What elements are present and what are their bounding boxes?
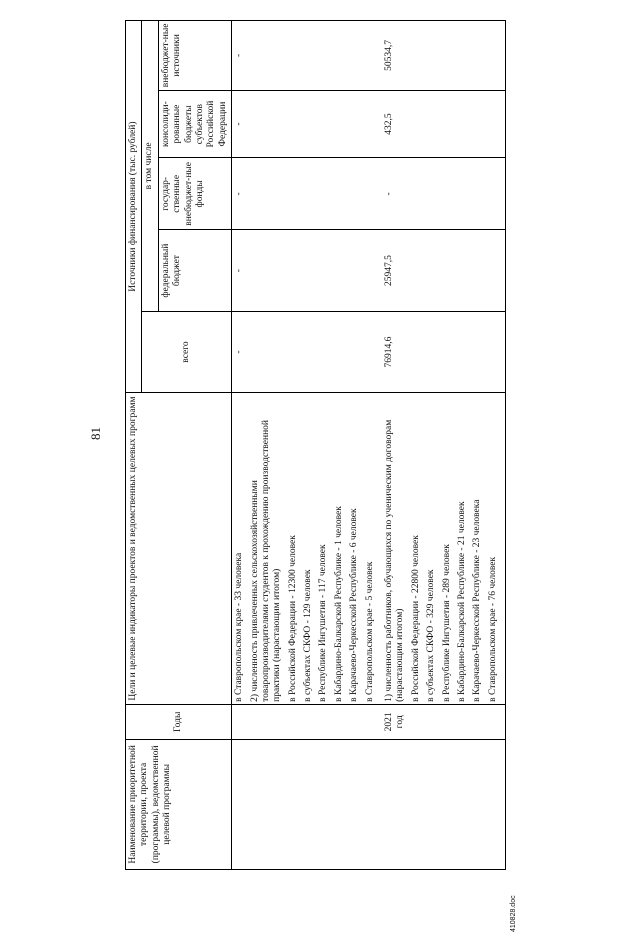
header-years: Годы xyxy=(126,704,232,739)
total-value: - xyxy=(232,311,382,392)
goal-line: в субъектах СКФО - 329 человек xyxy=(426,569,437,702)
goal-line: в Кабардино-Балкарской Республике - 1 человек xyxy=(333,506,344,702)
goal-line: 2) численность привлеченных сельскохозяйственными товаропроизводителями студентов к прохождению производственной практики (нарастающим итогом) xyxy=(249,420,283,702)
header-goals: Цели и целевые индикаторы проектов и ведомственных целевых программ xyxy=(126,393,232,705)
goal-line: в Кабардино-Балкарской Республике - 21 человек xyxy=(456,501,467,702)
federal-value: 25947,5 xyxy=(382,230,506,311)
state-funds-value: - xyxy=(382,158,506,230)
table-row xyxy=(232,21,382,870)
page-number: 81 xyxy=(88,427,103,440)
goal-line: в Ставропольском крае - 5 человек xyxy=(364,561,375,702)
goal-line: в Российской Федерации - 22800 человек xyxy=(410,535,421,702)
year-cell: 2021 год xyxy=(382,704,506,739)
goals-cell xyxy=(382,393,506,705)
rotated-page xyxy=(70,20,540,932)
goal-line: в Карачаево-Черкесской Республике - 6 человек xyxy=(349,508,360,702)
header-total: всего xyxy=(142,311,232,392)
goal-line: в Карачаево-Черкесской Республике - 23 человека xyxy=(472,499,483,702)
goal-line: в Республике Ингушетия - 117 человек xyxy=(318,544,329,702)
document-code: 410828.doc xyxy=(510,895,517,932)
table-row xyxy=(382,21,506,870)
regional-value: - xyxy=(232,90,382,157)
goal-line: в Российской Федерации - 12300 человек xyxy=(287,535,298,702)
regional-value: 432,5 xyxy=(382,90,506,157)
name-cell xyxy=(232,739,382,869)
header-federal: федеральный бюджет xyxy=(158,230,231,311)
financing-table xyxy=(125,20,506,870)
header-including: в том числе xyxy=(142,21,158,312)
federal-value: - xyxy=(232,230,382,311)
goal-line: в Ставропольском крае - 76 человек xyxy=(487,556,498,702)
header-state-funds: государ-ственные внебюджет-ные фонды xyxy=(158,158,231,230)
header-extrabudget: внебюджет-ные источники xyxy=(158,21,231,91)
goals-cell xyxy=(232,393,382,705)
extrabudget-value: 50534,7 xyxy=(382,21,506,91)
total-value: 76914,6 xyxy=(382,311,506,392)
state-funds-value: - xyxy=(232,158,382,230)
year-cell xyxy=(232,704,382,739)
extrabudget-value: - xyxy=(232,21,382,91)
goal-line: в Республике Ингушетия - 289 человек xyxy=(441,544,452,702)
goal-line: в Ставропольском крае - 33 человека xyxy=(234,552,245,702)
header-name: Наименование приоритетной территории, проекта (программы), ведомственной целевой программы xyxy=(126,739,232,869)
goal-line: в субъектах СКФО - 129 человек xyxy=(303,569,314,702)
header-sources: Источники финансирования (тыс. рублей) xyxy=(126,21,142,393)
header-regional: консолиди-рованные бюджеты субъектов Российской Федерации xyxy=(158,90,231,157)
goal-line: 1) численность работников, обучающихся по ученическим договорам (нарастающим итогом) xyxy=(384,419,406,702)
name-cell xyxy=(382,739,506,869)
